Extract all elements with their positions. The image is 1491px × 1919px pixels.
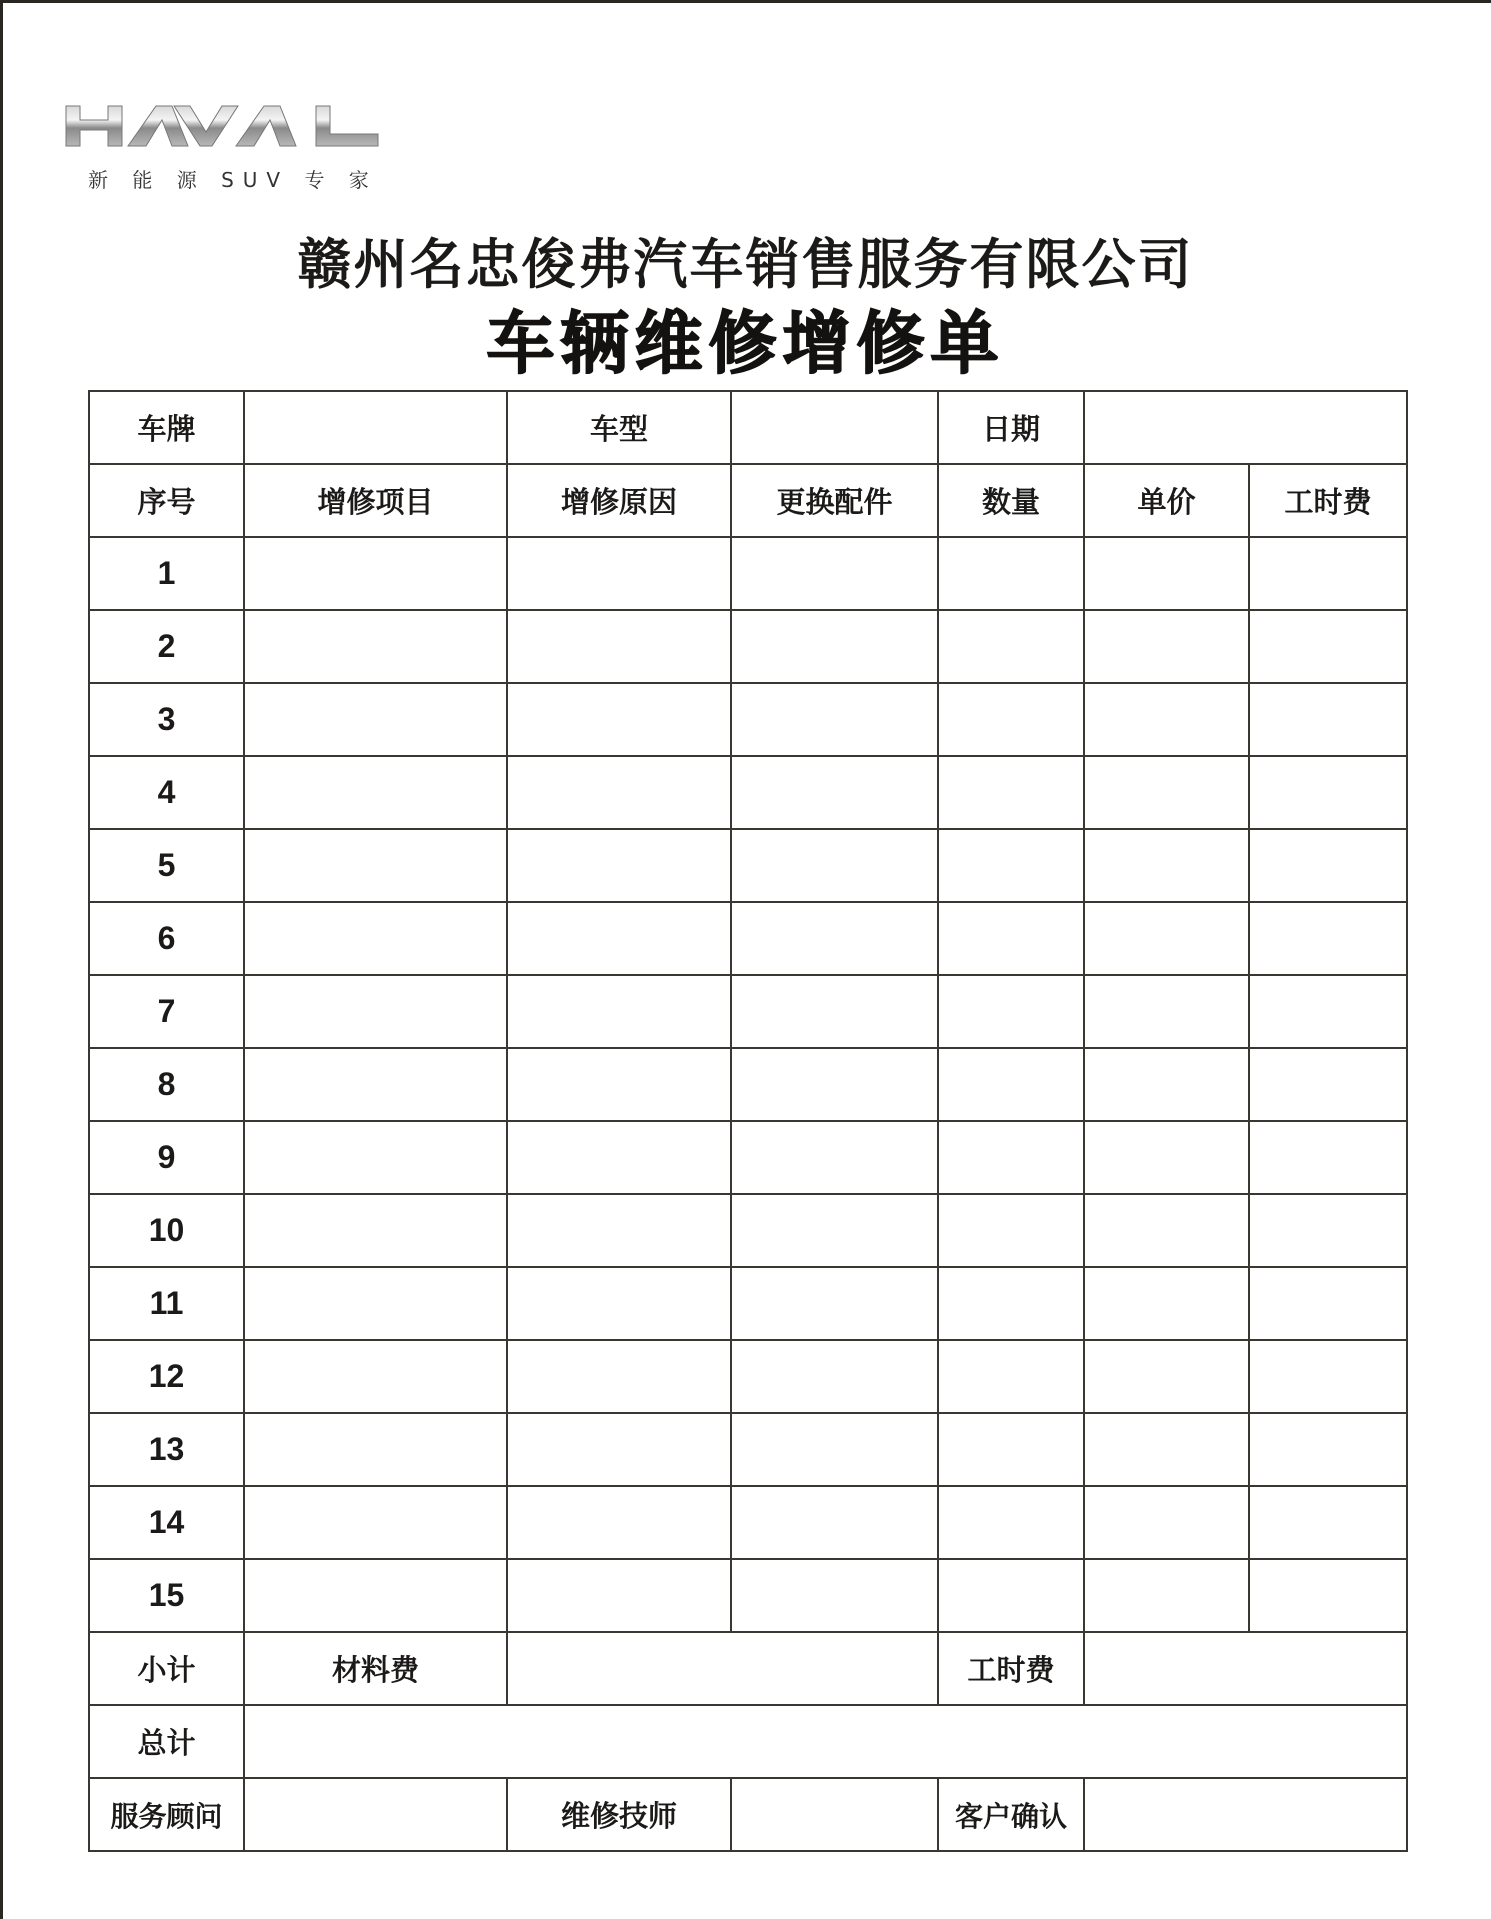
row-labor-field[interactable] [1249, 1340, 1407, 1413]
technician-label: 维修技师 [507, 1778, 731, 1851]
row-price-field[interactable] [1084, 975, 1249, 1048]
haval-logo-icon [64, 104, 380, 148]
row-item-field[interactable] [244, 1048, 507, 1121]
row-qty-field[interactable] [938, 610, 1084, 683]
table-row [89, 902, 1407, 975]
row-qty-field[interactable] [938, 683, 1084, 756]
row-reason-field[interactable] [507, 1121, 731, 1194]
row-reason-field[interactable] [507, 1267, 731, 1340]
row-labor-field[interactable] [1249, 1048, 1407, 1121]
row-labor-field[interactable] [1249, 1194, 1407, 1267]
row-parts-field[interactable] [731, 537, 938, 610]
row-qty-field[interactable] [938, 1121, 1084, 1194]
plate-label: 车牌 [89, 391, 244, 464]
row-price-field[interactable] [1084, 1340, 1249, 1413]
row-number: 9 [89, 1121, 244, 1194]
table-row [89, 756, 1407, 829]
company-name: 赣州名忠俊弗汽车销售服务有限公司 [297, 233, 1194, 296]
row-reason-field[interactable] [507, 1048, 731, 1121]
row-parts-field[interactable] [731, 902, 938, 975]
col-header-no: 序号 [89, 464, 244, 537]
row-item-field[interactable] [244, 610, 507, 683]
row-item-field[interactable] [244, 756, 507, 829]
row-item-field[interactable] [244, 1267, 507, 1340]
row-parts-field[interactable] [731, 829, 938, 902]
row-price-field[interactable] [1084, 1194, 1249, 1267]
row-labor-field[interactable] [1249, 829, 1407, 902]
row-item-field[interactable] [244, 1340, 507, 1413]
row-number: 2 [89, 610, 244, 683]
subtotal-row [89, 1632, 1407, 1705]
row-item-field[interactable] [244, 1486, 507, 1559]
advisor-label: 服务顾问 [89, 1778, 244, 1851]
table-row [89, 829, 1407, 902]
customer-confirm-field[interactable] [1084, 1778, 1407, 1851]
row-qty-field[interactable] [938, 975, 1084, 1048]
row-parts-field[interactable] [731, 683, 938, 756]
row-reason-field[interactable] [507, 829, 731, 902]
row-reason-field[interactable] [507, 1559, 731, 1632]
row-item-field[interactable] [244, 683, 507, 756]
row-number: 1 [89, 537, 244, 610]
row-labor-field[interactable] [1249, 1121, 1407, 1194]
row-labor-field[interactable] [1249, 1267, 1407, 1340]
row-item-field[interactable] [244, 975, 507, 1048]
row-price-field[interactable] [1084, 1267, 1249, 1340]
row-number: 8 [89, 1048, 244, 1121]
col-header-price: 单价 [1084, 464, 1249, 537]
row-item-field[interactable] [244, 902, 507, 975]
material-fee-field[interactable] [507, 1632, 938, 1705]
row-labor-field[interactable] [1249, 1486, 1407, 1559]
table-row [89, 1413, 1407, 1486]
row-parts-field[interactable] [731, 756, 938, 829]
customer-confirm-label: 客户确认 [938, 1778, 1084, 1851]
row-qty-field[interactable] [938, 537, 1084, 610]
row-item-field[interactable] [244, 1559, 507, 1632]
row-reason-field[interactable] [507, 610, 731, 683]
row-price-field[interactable] [1084, 829, 1249, 902]
labor-fee-field[interactable] [1084, 1632, 1407, 1705]
info-row [89, 391, 1407, 464]
row-labor-field[interactable] [1249, 902, 1407, 975]
row-parts-field[interactable] [731, 1121, 938, 1194]
logo-tagline: 新 能 源 SUV 专 家 [88, 168, 378, 192]
table-row [89, 1486, 1407, 1559]
page-border-top [0, 0, 1491, 3]
total-field[interactable] [244, 1705, 1407, 1778]
row-price-field[interactable] [1084, 1413, 1249, 1486]
row-qty-field[interactable] [938, 1267, 1084, 1340]
row-labor-field[interactable] [1249, 1559, 1407, 1632]
total-label: 总计 [89, 1705, 244, 1778]
row-item-field[interactable] [244, 537, 507, 610]
row-labor-field[interactable] [1249, 537, 1407, 610]
table-row [89, 683, 1407, 756]
model-label: 车型 [507, 391, 731, 464]
row-number: 4 [89, 756, 244, 829]
date-field[interactable] [1084, 391, 1407, 464]
technician-field[interactable] [731, 1778, 938, 1851]
row-number: 15 [89, 1559, 244, 1632]
advisor-field[interactable] [244, 1778, 507, 1851]
table-row [89, 1340, 1407, 1413]
row-number: 12 [89, 1340, 244, 1413]
row-qty-field[interactable] [938, 1048, 1084, 1121]
repair-form-table [88, 390, 1408, 1852]
row-item-field[interactable] [244, 1413, 507, 1486]
row-reason-field[interactable] [507, 1194, 731, 1267]
table-row [89, 1121, 1407, 1194]
row-reason-field[interactable] [507, 902, 731, 975]
row-qty-field[interactable] [938, 1486, 1084, 1559]
row-reason-field[interactable] [507, 756, 731, 829]
row-parts-field[interactable] [731, 1413, 938, 1486]
row-reason-field[interactable] [507, 1486, 731, 1559]
row-price-field[interactable] [1084, 1121, 1249, 1194]
column-header-row [89, 464, 1407, 537]
material-fee-label: 材料费 [244, 1632, 507, 1705]
date-label: 日期 [938, 391, 1084, 464]
row-price-field[interactable] [1084, 1559, 1249, 1632]
plate-field[interactable] [244, 391, 507, 464]
table-row [89, 537, 1407, 610]
item-rows [89, 537, 1407, 1632]
row-qty-field[interactable] [938, 1559, 1084, 1632]
row-qty-field[interactable] [938, 1340, 1084, 1413]
row-labor-field[interactable] [1249, 756, 1407, 829]
row-item-field[interactable] [244, 829, 507, 902]
table-row [89, 1194, 1407, 1267]
row-parts-field[interactable] [731, 1486, 938, 1559]
row-item-field[interactable] [244, 1121, 507, 1194]
row-reason-field[interactable] [507, 683, 731, 756]
row-number: 3 [89, 683, 244, 756]
row-parts-field[interactable] [731, 1048, 938, 1121]
row-number: 5 [89, 829, 244, 902]
row-qty-field[interactable] [938, 1194, 1084, 1267]
row-qty-field[interactable] [938, 1413, 1084, 1486]
table-row [89, 975, 1407, 1048]
table-row [89, 610, 1407, 683]
row-number: 7 [89, 975, 244, 1048]
row-parts-field[interactable] [731, 1194, 938, 1267]
document-title: 车辆维修增修单 [486, 305, 1005, 384]
col-header-item: 增修项目 [244, 464, 507, 537]
total-row [89, 1705, 1407, 1778]
table-row [89, 1559, 1407, 1632]
row-reason-field[interactable] [507, 537, 731, 610]
row-reason-field[interactable] [507, 975, 731, 1048]
row-price-field[interactable] [1084, 537, 1249, 610]
row-price-field[interactable] [1084, 1486, 1249, 1559]
row-parts-field[interactable] [731, 610, 938, 683]
row-number: 6 [89, 902, 244, 975]
row-price-field[interactable] [1084, 683, 1249, 756]
row-price-field[interactable] [1084, 756, 1249, 829]
table-row [89, 1048, 1407, 1121]
col-header-reason: 增修原因 [507, 464, 731, 537]
row-parts-field[interactable] [731, 975, 938, 1048]
labor-fee-label: 工时费 [938, 1632, 1084, 1705]
table-row [89, 1267, 1407, 1340]
row-price-field[interactable] [1084, 610, 1249, 683]
row-number: 13 [89, 1413, 244, 1486]
row-item-field[interactable] [244, 1194, 507, 1267]
row-qty-field[interactable] [938, 829, 1084, 902]
signature-row [89, 1778, 1407, 1851]
row-labor-field[interactable] [1249, 610, 1407, 683]
row-number: 10 [89, 1194, 244, 1267]
row-price-field[interactable] [1084, 1048, 1249, 1121]
subtotal-label: 小计 [89, 1632, 244, 1705]
row-qty-field[interactable] [938, 902, 1084, 975]
row-qty-field[interactable] [938, 756, 1084, 829]
row-number: 14 [89, 1486, 244, 1559]
row-price-field[interactable] [1084, 902, 1249, 975]
row-labor-field[interactable] [1249, 975, 1407, 1048]
row-reason-field[interactable] [507, 1413, 731, 1486]
col-header-labor: 工时费 [1249, 464, 1407, 537]
row-labor-field[interactable] [1249, 1413, 1407, 1486]
row-parts-field[interactable] [731, 1340, 938, 1413]
row-reason-field[interactable] [507, 1340, 731, 1413]
row-parts-field[interactable] [731, 1559, 938, 1632]
model-field[interactable] [731, 391, 938, 464]
col-header-qty: 数量 [938, 464, 1084, 537]
row-parts-field[interactable] [731, 1267, 938, 1340]
row-labor-field[interactable] [1249, 683, 1407, 756]
col-header-parts: 更换配件 [731, 464, 938, 537]
row-number: 11 [89, 1267, 244, 1340]
